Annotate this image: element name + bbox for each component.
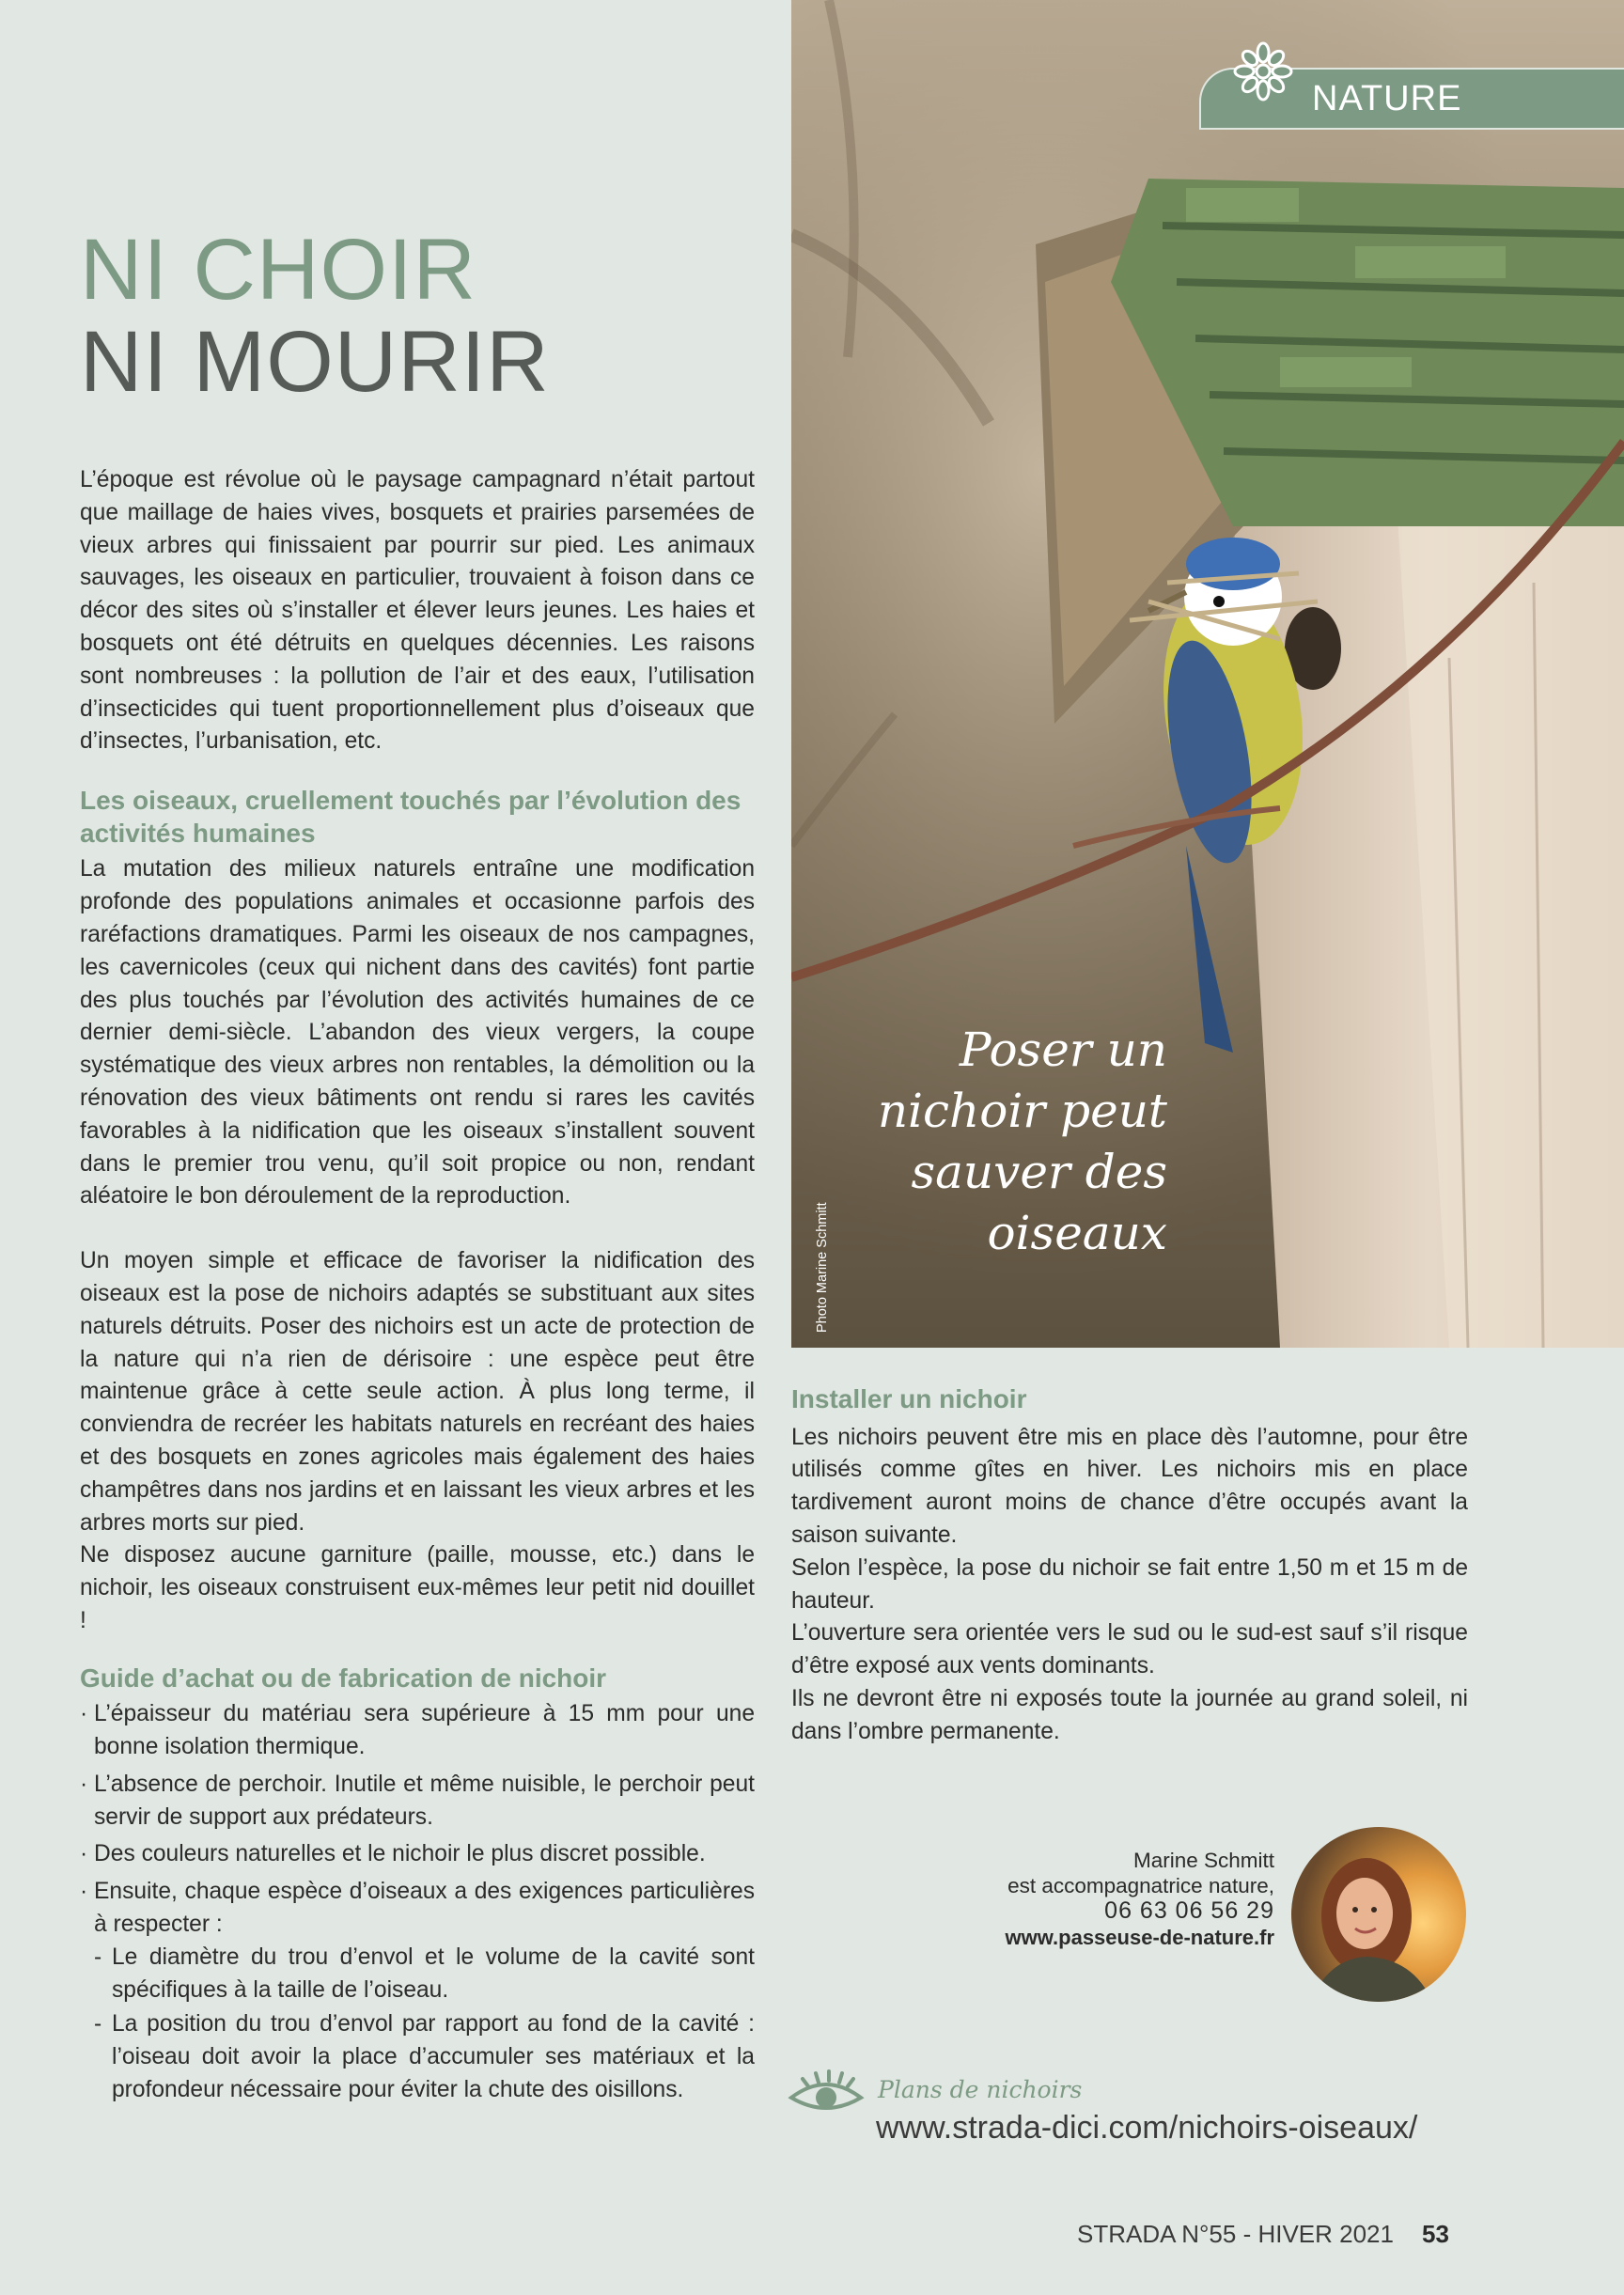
install-paragraph-1: Les nichoirs peuvent être mis en place dès l’automne, pour être utilisés comme gîtes en hiver. Les nichoirs mis en place tardivement auront moins de chance d’être occupés avant la saison suivante. — [791, 1424, 1468, 1548]
list-item-text: L’épaisseur du matériau sera supérieure à 15 mm pour une bonne isolation thermique. — [94, 1701, 755, 1760]
page-title — [80, 224, 550, 408]
bullet-dot: · — [80, 1879, 88, 1905]
right-column — [791, 1383, 1468, 1749]
install-paragraph-3: L’ouverture sera orientée vers le sud ou le sud-est sauf s’il risque d’être exposé aux vents dominants. — [791, 1620, 1468, 1679]
section-label: NATURE — [1312, 79, 1462, 118]
bullet-dot: · — [80, 1841, 88, 1867]
avatar — [1291, 1827, 1466, 2002]
list-item — [80, 1769, 755, 1834]
dash-marker: - — [94, 1944, 102, 1970]
guide-list — [80, 1698, 755, 2107]
list-item-text: L’absence de perchoir. Inutile et même nuisible, le perchoir peut servir de support aux prédateurs. — [94, 1771, 755, 1830]
flower-icon — [1229, 38, 1297, 105]
list-item-text: Ensuite, chaque espèce d’oiseaux a des exigences particulières à respecter : — [94, 1879, 755, 1938]
sublist-item-text: Le diamètre du trou d’envol et le volume de la cavité sont spécifiques à la taille de l’oiseau. — [112, 1944, 755, 2003]
section1-heading: Les oiseaux, cruellement touchés par l’évolution des activités humaines — [80, 786, 742, 848]
dash-marker: - — [94, 2011, 102, 2037]
page-footer — [1077, 2219, 1449, 2249]
install-paragraph-4: Ils ne devront être ni exposés toute la journée au grand soleil, ni dans l’ombre permanente. — [791, 1685, 1468, 1744]
bullet-dot: · — [80, 1771, 88, 1797]
plans-label: Plans de nichoirs — [878, 2076, 1083, 2103]
author-bio — [940, 1848, 1274, 1952]
section1-paragraph-2: Un moyen simple et efficace de favoriser la nidification des oiseaux est la pose de nichoirs adaptés se substituant aux sites naturels détruits. Poser des nichoirs est un acte de protection de la nature qui n’a rien de dérisoire : une espèce peut être maintenue grâce à cette seule action. À plus long terme, il conviendra de recréer les habitats naturels en recréant des haies et des bosquets en zones agricoles mais également des haies champêtres dans nos jardins et en laissant les vieux arbres et les arbres morts sur pied. — [80, 1248, 755, 1536]
guide-sublist — [80, 1942, 755, 2107]
sublist-item-text: La position du trou d’envol par rapport au fond de la cavité : l’oiseau doit avoir la place d’accumuler ses matériaux et la profondeur nécessaire pour éviter la chute des oisillons. — [112, 2011, 755, 2103]
bullet-dot: · — [80, 1701, 88, 1727]
title-line-1: NI CHOIR — [80, 222, 476, 318]
author-website[interactable]: www.passeuse-de-nature.fr — [1005, 1926, 1274, 1949]
photo-quote: Poser un nichoir peut sauver des oiseaux — [877, 1023, 1167, 1260]
intro-paragraph: L’époque est révolue où le paysage campagnard n’était partout que maillage de haies vives, bosquets et prairies parsemées de vieux arbres qui finissaient par pourrir sur pied. Les animaux sauvages, les oiseaux en particulier, trouvaient à foison dans ce décor des sites où s’installer et élever leurs jeunes. Les haies et bosquets ont été détruits en quelques décennies. Les raisons sont nombreuses : la pollution de l’air et des eaux, l’utilisation d’insecticides qui tuent proportionnellement plus d’oiseaux que d’insectes, l’urbanisation, etc. — [80, 467, 755, 755]
eye-icon — [786, 2066, 867, 2116]
list-item — [80, 1698, 755, 1764]
guide-heading: Guide d’achat ou de fabrication de nichoir — [80, 1663, 607, 1693]
author-role: est accompagnatrice nature, — [1007, 1874, 1274, 1897]
photo-credit: Photo Marine Schmitt — [815, 1202, 830, 1333]
title-line-2: NI MOURIR — [80, 314, 550, 410]
plans-link[interactable]: www.strada-dici.com/nichoirs-oiseaux/ — [876, 2110, 1418, 2146]
install-paragraph-2: Selon l’espèce, la pose du nichoir se fait entre 1,50 m et 15 m de hauteur. — [791, 1554, 1468, 1614]
install-heading: Installer un nichoir — [791, 1384, 1027, 1413]
section-tab — [1201, 70, 1624, 128]
page-number: 53 — [1421, 2220, 1449, 2248]
author-phone: 06 63 06 56 29 — [1104, 1897, 1274, 1924]
sublist-item — [80, 1942, 755, 2007]
list-item — [80, 1876, 755, 2107]
section1-paragraph-1: La mutation des milieux naturels entraîne une modification profonde des populations animales et occasionne parfois des raréfactions dramatiques. Parmi les oiseaux de nos campagnes, les cavernicoles (ceux qui nichent dans des cavités) font partie des plus touchés par l’évolution des activités humaines de ce dernier demi-siècle. L’abandon des vieux vergers, la coupe systématique des vieux arbres non rentables, la démolition ou la rénovation des vieux bâtiments ont rendu si rares les cavités favorables à la nidification que les oiseaux s’installent souvent dans le premier trou venu, qu’il soit propice ou non, rendant aléatoire le bon déroulement de la reproduction. — [80, 856, 755, 1210]
section1-paragraph-3: Ne disposez aucune garniture (paille, mousse, etc.) dans le nichoir, les oiseaux construisent eux-mêmes leur petit nid douillet ! — [80, 1542, 755, 1633]
author-portrait — [1291, 1827, 1466, 2002]
sublist-item — [80, 2008, 755, 2106]
left-column — [80, 464, 755, 2112]
issue-label: STRADA N°55 - HIVER 2021 — [1077, 2220, 1394, 2248]
list-item-text: Des couleurs naturelles et le nichoir le plus discret possible. — [94, 1841, 706, 1867]
list-item — [80, 1838, 755, 1871]
author-name: Marine Schmitt — [1132, 1849, 1274, 1872]
